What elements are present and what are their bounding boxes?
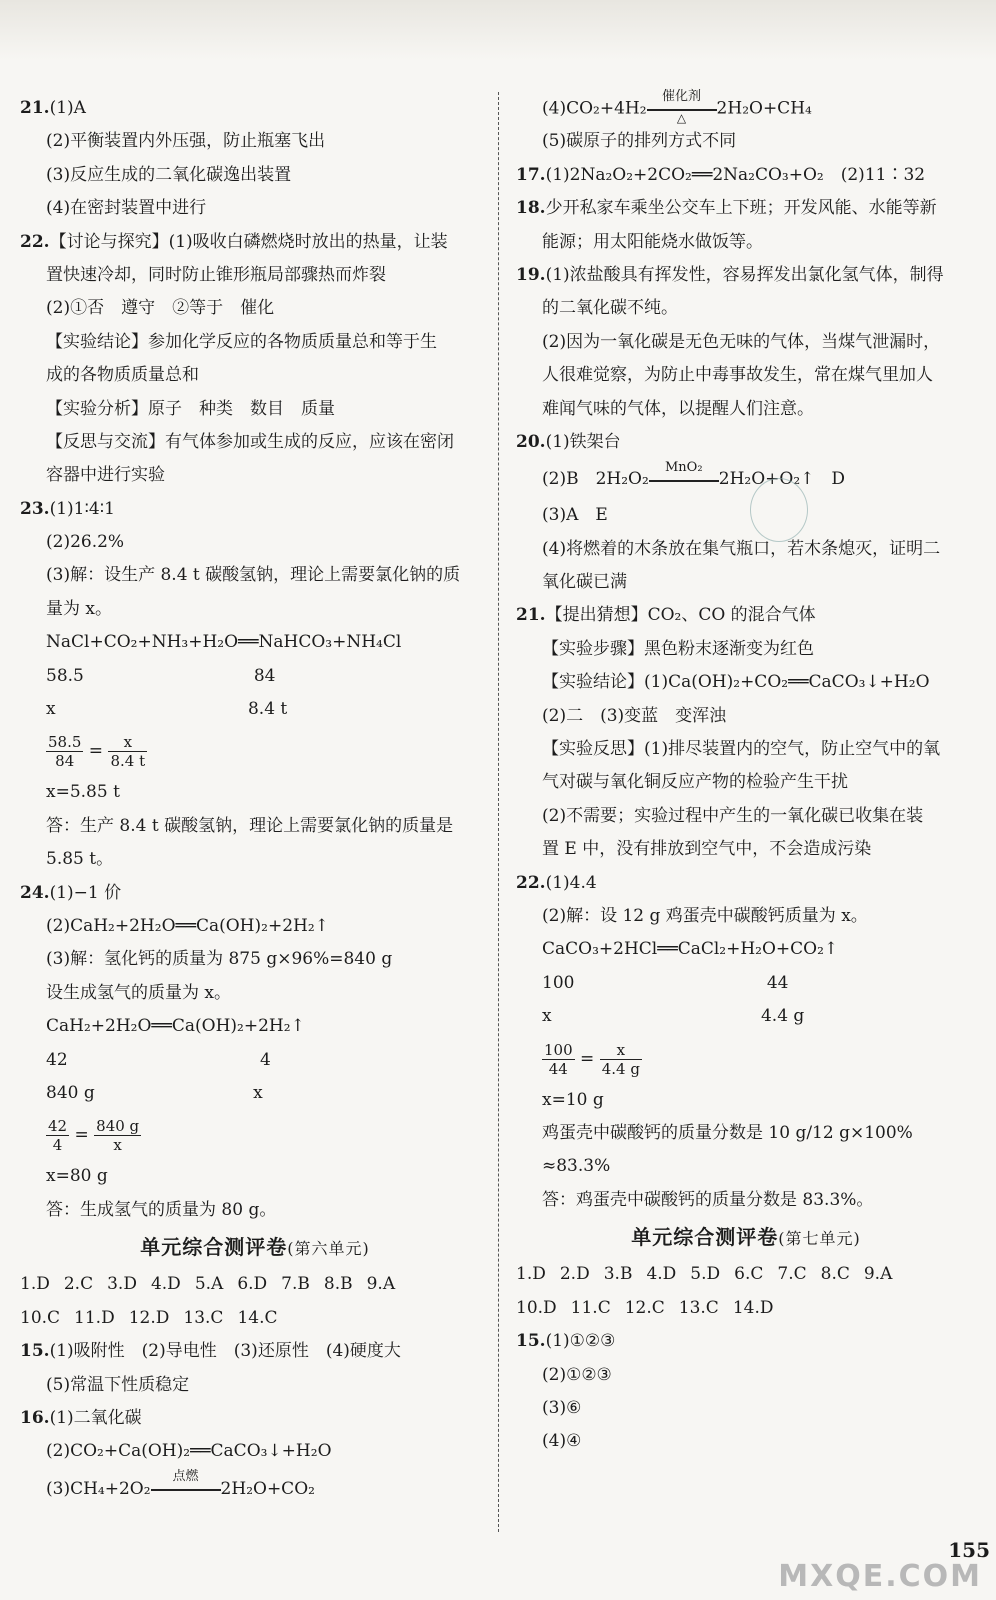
fraction: $\frac{x}{4.4 g}$	[601, 1040, 640, 1078]
answer-line	[20, 977, 490, 1010]
answer-line: 的二氧化碳不纯。	[542, 298, 678, 319]
answer-line: 17.(1)2Na₂O₂+2CO₂══2Na₂CO₃+O₂ (2)11∶32	[516, 164, 926, 185]
left-column	[20, 92, 490, 1509]
answer-line: (3)A E	[542, 505, 608, 526]
answer-line: 【实验步骤】黑色粉末逐渐变为红色	[542, 638, 814, 659]
answer-line	[20, 359, 490, 392]
answer-line: (3)⑥	[542, 1397, 582, 1418]
answer-line: 气对碳与氧化铜反应产物的检验产生干扰	[542, 772, 848, 793]
answer-text: 【实验结论】参加化学反应的各物质质量总和等于生	[46, 331, 437, 352]
answer-line	[20, 92, 490, 125]
choice-answer: 9.A	[366, 1274, 396, 1295]
answer-line	[20, 1010, 490, 1043]
choice-answer: 14.C	[237, 1308, 278, 1329]
answer-text: (1)二氧化碳	[49, 1407, 142, 1428]
choice-answer: 3.D	[107, 1274, 137, 1295]
question-number: 22.	[20, 231, 50, 252]
fraction-line: $\frac{100}{44}$ = $\frac{x}{4.4 g}$	[544, 1040, 640, 1078]
answer-line: (4)④	[542, 1431, 582, 1452]
page-number: 155	[944, 1536, 994, 1564]
answer-text: (3)CH₄+2O₂	[46, 1478, 151, 1499]
answer-line	[20, 843, 490, 876]
answer-line: (2)①②③	[542, 1364, 612, 1385]
answer-line	[20, 493, 490, 526]
answer-line: 【实验结论】(1)Ca(OH)₂+CO₂══CaCO₃↓+H₂O	[542, 672, 930, 693]
answer-line: 15.(1)①②③	[516, 1331, 616, 1352]
watermark: MXQE.COM	[778, 1559, 982, 1594]
answer-line: (4)CO₂+4H₂ 催化剂 △ 2H₂O+CH₄	[542, 89, 812, 125]
equation-bar	[151, 1489, 221, 1491]
choice-answer: 12.C	[624, 1298, 665, 1319]
answer-line	[20, 1044, 490, 1077]
answer-text: 【反思与交流】有气体参加或生成的反应，应该在密闭	[46, 431, 454, 452]
answer-line: ≈83.3%	[542, 1156, 611, 1177]
answer-line: 19.(1)浓盐酸具有挥发性，容易挥发出氯化氢气体，制得	[516, 264, 944, 285]
answer-text: 成的各物质质量总和	[46, 365, 199, 386]
answer-text: x=5.85 t	[46, 782, 120, 803]
section-title-sub: (第六单元)	[287, 1239, 370, 1259]
question-number: 21.	[20, 98, 50, 118]
answer-line: (2)B 2H₂O₂ MnO₂ 2H₂O+O₂↑ D	[516, 459, 976, 499]
answer-text: (1)吸附性 (2)导电性 (3)还原性 (4)硬度大	[49, 1341, 401, 1362]
answer-text: 【讨论与探究】(1)吸收白磷燃烧时放出的热量，让装	[49, 231, 448, 252]
answer-line	[20, 1077, 490, 1110]
choice-answer: 5.D	[690, 1264, 721, 1285]
answer-line	[20, 226, 490, 259]
answer-line	[20, 910, 490, 943]
answer-text: (2)26.2%	[46, 532, 125, 553]
answer-text: 答：生产 8.4 t 碳酸氢钠，理论上需要氯化钠的质量是	[46, 815, 454, 836]
fraction: $\frac{100}{44}$	[544, 1040, 573, 1078]
answer-line: (4)将燃着的木条放在集气瓶口，若木条熄灭，证明二	[542, 538, 941, 559]
answer-line	[20, 810, 490, 843]
choice-answer: 1.D	[516, 1264, 546, 1285]
answer-line: x 4.4 g	[542, 1006, 805, 1027]
answer-line	[20, 776, 490, 809]
choice-answer: 6.D	[237, 1274, 268, 1295]
answer-line: 答：鸡蛋壳中碳酸钙的质量分数是 83.3%。	[542, 1189, 874, 1210]
answer-line: CaCO₃+2HCl══CaCl₂+H₂O+CO₂↑	[542, 939, 839, 960]
fraction	[94, 1117, 141, 1154]
question-number: 23.	[20, 498, 50, 519]
choice-answer: 13.C	[183, 1308, 224, 1329]
reaction-condition: MnO₂	[649, 463, 719, 497]
answer-text: 容器中进行实验	[46, 465, 165, 486]
choice-answer: 4.D	[646, 1264, 677, 1285]
choice-answers-row	[516, 1291, 976, 1325]
column-divider	[498, 92, 499, 1532]
answer-line	[20, 393, 490, 426]
scan-top-shade	[0, 0, 996, 60]
answer-line: 难闻气味的气体，以提醒人们注意。	[542, 398, 814, 419]
answer-line: (2)CO₂+Ca(OH)₂══CaCO₃↓+H₂O	[46, 1441, 332, 1462]
answer-line	[20, 1160, 490, 1193]
answer-text: 【实验分析】原子 种类 数目 质量	[46, 398, 335, 419]
section-title	[20, 1227, 490, 1267]
reaction-condition: 催化剂 △	[647, 92, 717, 126]
numerator: 42	[48, 1117, 68, 1136]
answer-line	[20, 1194, 490, 1227]
choice-answer: 7.B	[281, 1274, 310, 1295]
answer-line: (5)常温下性质稳定	[46, 1374, 190, 1395]
answer-text: 设生成氢气的质量为 x。	[46, 982, 231, 1003]
answer-line: 18.少开私家车乘坐公交车上下班；开发风能、水能等新	[516, 198, 937, 219]
answer-line	[20, 593, 490, 626]
denominator: 84	[55, 752, 75, 771]
answer-line: 21.【提出猜想】CO₂、CO 的混合气体	[516, 605, 816, 626]
answer-line: (2)因为一氧化碳是无色无味的气体，当煤气泄漏时，	[542, 331, 941, 352]
numerator: 840 g	[96, 1117, 140, 1136]
answer-text: 2H₂O+CO₂	[220, 1478, 315, 1499]
right-column	[516, 89, 976, 1459]
section-title-main: 单元综合测评卷	[140, 1235, 288, 1260]
answer-text: (2)平衡装置内外压强，防止瓶塞飞出	[46, 131, 326, 152]
answer-line	[20, 125, 490, 158]
answer-line	[20, 426, 490, 459]
choice-answer: 5.A	[194, 1274, 224, 1295]
answer-line	[20, 526, 490, 559]
answer-text: (1)1∶4∶1	[49, 498, 115, 519]
answer-line: 能源；用太阳能烧水做饭等。	[542, 231, 763, 252]
answer-line	[20, 292, 490, 325]
answer-text: x 8.4 t	[46, 699, 288, 720]
answer-line	[20, 877, 490, 910]
choice-answers-row	[20, 1301, 490, 1335]
ink-stamp	[750, 478, 808, 542]
answer-text: (3)解：设生产 8.4 t 碳酸氢钠，理论上需要氯化钠的质	[46, 565, 461, 586]
answer-line: (2)解：设 12 g 鸡蛋壳中碳酸钙质量为 x。	[542, 905, 868, 926]
choice-answer: 11.C	[570, 1298, 611, 1319]
fraction	[108, 733, 147, 770]
answer-line	[20, 192, 490, 225]
choice-answer: 2.C	[63, 1274, 94, 1295]
answer-line: (2)二 (3)变蓝 变浑浊	[542, 705, 727, 726]
answer-text: CaH₂+2H₂O══Ca(OH)₂+2H₂↑	[46, 1016, 305, 1037]
denominator: x	[113, 1136, 122, 1155]
question-number: 15.	[20, 1341, 50, 1362]
choice-answers-row	[20, 1267, 490, 1301]
choice-answer: 7.C	[777, 1264, 807, 1285]
answer-text: (4)在密封装置中进行	[46, 198, 207, 219]
answer-line	[20, 626, 490, 659]
choice-answer: 8.C	[820, 1264, 850, 1285]
answer-line	[20, 660, 490, 693]
denominator: 8.4 t	[110, 752, 146, 771]
choice-answer: 4.D	[150, 1274, 181, 1295]
answer-line: 22.(1)4.4	[516, 872, 597, 893]
answer-text: (3)反应生成的二氧化碳逸出装置	[46, 164, 292, 185]
choice-answer: 13.C	[678, 1298, 719, 1319]
answer-line: x=10 g	[542, 1089, 604, 1110]
answer-text: (2)CaH₂+2H₂O══Ca(OH)₂+2H₂↑	[46, 915, 329, 936]
question-number: 16.	[20, 1407, 50, 1428]
answer-text: 840 g x	[46, 1082, 263, 1103]
question-number: 24.	[20, 882, 50, 903]
choice-answer: 3.B	[603, 1264, 633, 1285]
answer-text: 58.5 84	[46, 665, 276, 686]
fraction	[46, 733, 83, 770]
fraction-line: $\frac{42}{4}$ = $\frac{840 g}{x}$	[48, 1117, 140, 1155]
answer-line	[20, 1335, 490, 1368]
choice-answer: 9.A	[863, 1264, 893, 1285]
answer-line: (5)碳原子的排列方式不同	[542, 131, 737, 152]
choice-answer: 8.B	[323, 1274, 353, 1295]
numerator: 58.5	[48, 733, 82, 752]
answer-text: (3)解：氢化钙的质量为 875 g×96%=840 g	[46, 949, 393, 970]
answer-line	[20, 1402, 490, 1435]
fraction	[46, 1117, 69, 1154]
choice-answer: 14.D	[732, 1298, 774, 1319]
answer-line: (2)不需要；实验过程中产生的一氧化碳已收集在装	[542, 805, 924, 826]
choice-answer: 1.D	[20, 1274, 50, 1295]
answer-line: 【实验反思】(1)排尽装置内的空气，防止空气中的氧	[542, 739, 941, 760]
answer-text: 量为 x。	[46, 598, 112, 619]
answer-line	[20, 259, 490, 292]
fraction-line: $\frac{58.5}{84}$ = $\frac{x}{8.4 t}$	[48, 733, 146, 771]
answer-text: NaCl+CO₂+NH₃+H₂O══NaHCO₃+NH₄Cl	[46, 632, 402, 653]
answer-line: 20.(1)铁架台	[516, 431, 621, 452]
answer-text: (2)①否 遵守 ②等于 催化	[46, 298, 275, 319]
answer-line	[20, 943, 490, 976]
choice-answers-row	[516, 1257, 976, 1291]
answer-text: x=80 g	[46, 1166, 108, 1187]
answer-line	[20, 159, 490, 192]
answer-text: 42 4	[46, 1049, 271, 1070]
choice-answer: 2.D	[559, 1264, 590, 1285]
condition-text: 点燃	[172, 1469, 199, 1485]
answer-line	[20, 693, 490, 726]
answer-line: 置 E 中，没有排放到空气中，不会造成污染	[542, 839, 872, 860]
answer-line	[20, 326, 490, 359]
answer-text: (1)−1 价	[49, 882, 122, 903]
answer-line	[20, 1469, 490, 1509]
answer-line: 氧化碳已满	[542, 572, 627, 593]
answer-line: 鸡蛋壳中碳酸钙的质量分数是 10 g/12 g×100%	[542, 1122, 913, 1143]
choice-answer: 12.D	[128, 1308, 170, 1329]
choice-answer: 11.D	[74, 1308, 115, 1329]
answer-line: 100 44	[542, 972, 789, 993]
answer-line: 人很难觉察，为防止中毒事故发生，常在煤气里加人	[542, 365, 933, 386]
answer-text: 置快速冷却，同时防止锥形瓶局部骤热而炸裂	[46, 264, 386, 285]
choice-answer: 6.C	[734, 1264, 764, 1285]
answer-text: 5.85 t。	[46, 849, 114, 870]
reaction-condition	[151, 1469, 221, 1506]
answer-line	[20, 459, 490, 492]
choice-answer: 10.D	[516, 1298, 557, 1319]
denominator: 4	[52, 1136, 63, 1155]
numerator: x	[108, 733, 147, 752]
choice-answer: 10.C	[20, 1308, 61, 1329]
answer-line	[20, 559, 490, 592]
section-title: 单元综合测评卷(第七单元)	[631, 1225, 861, 1250]
answer-text: (1)A	[49, 98, 86, 118]
answer-text: 答：生成氢气的质量为 80 g。	[46, 1199, 277, 1220]
